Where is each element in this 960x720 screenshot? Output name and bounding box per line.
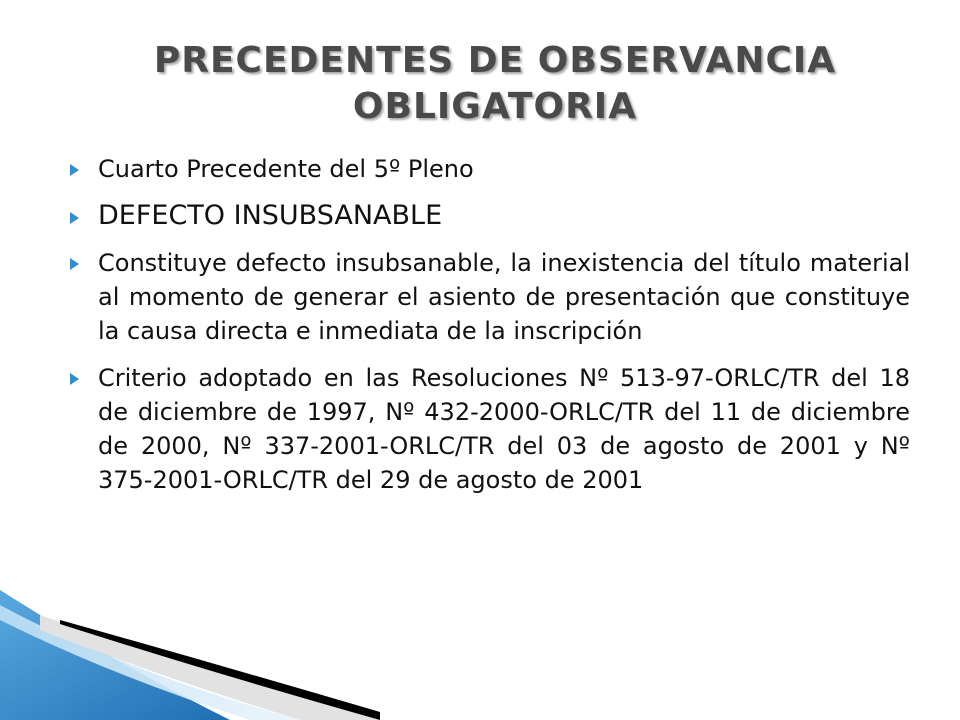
bullet-text: Criterio adoptado en las Resoluciones Nº 513-97-ORLC/TR del 18 de diciembre de 1997, Nº 432-2000-ORLC/TR del 11 de diciembre de 2000, Nº 337-2001-ORLC/TR del 03 de agosto de 2001 y Nº 375-2001-ORLC/TR del 29 de agosto de 2001 — [98, 364, 910, 494]
decorative-wave-graphic — [0, 560, 380, 720]
arrow-bullet-icon — [70, 373, 79, 385]
bullet-text: Constituye defecto insubsanable, la inexistencia del título material al momento de generar el asiento de presentación que constituye la causa directa e inmediata de la inscripción — [98, 249, 910, 345]
bullet-item — [70, 246, 910, 348]
bullet-list — [70, 152, 910, 510]
bullet-item — [70, 152, 910, 186]
slide-title: PRECEDENTES DE OBSERVANCIA OBLIGATORIA — [153, 40, 837, 127]
arrow-bullet-icon — [70, 258, 79, 270]
arrow-bullet-icon — [70, 164, 79, 176]
arrow-bullet-icon — [70, 212, 79, 224]
bullet-text: Cuarto Precedente del 5º Pleno — [98, 155, 474, 183]
bullet-text: DEFECTO INSUBSANABLE — [98, 200, 443, 231]
bullet-item — [70, 199, 910, 233]
bullet-item — [70, 361, 910, 497]
